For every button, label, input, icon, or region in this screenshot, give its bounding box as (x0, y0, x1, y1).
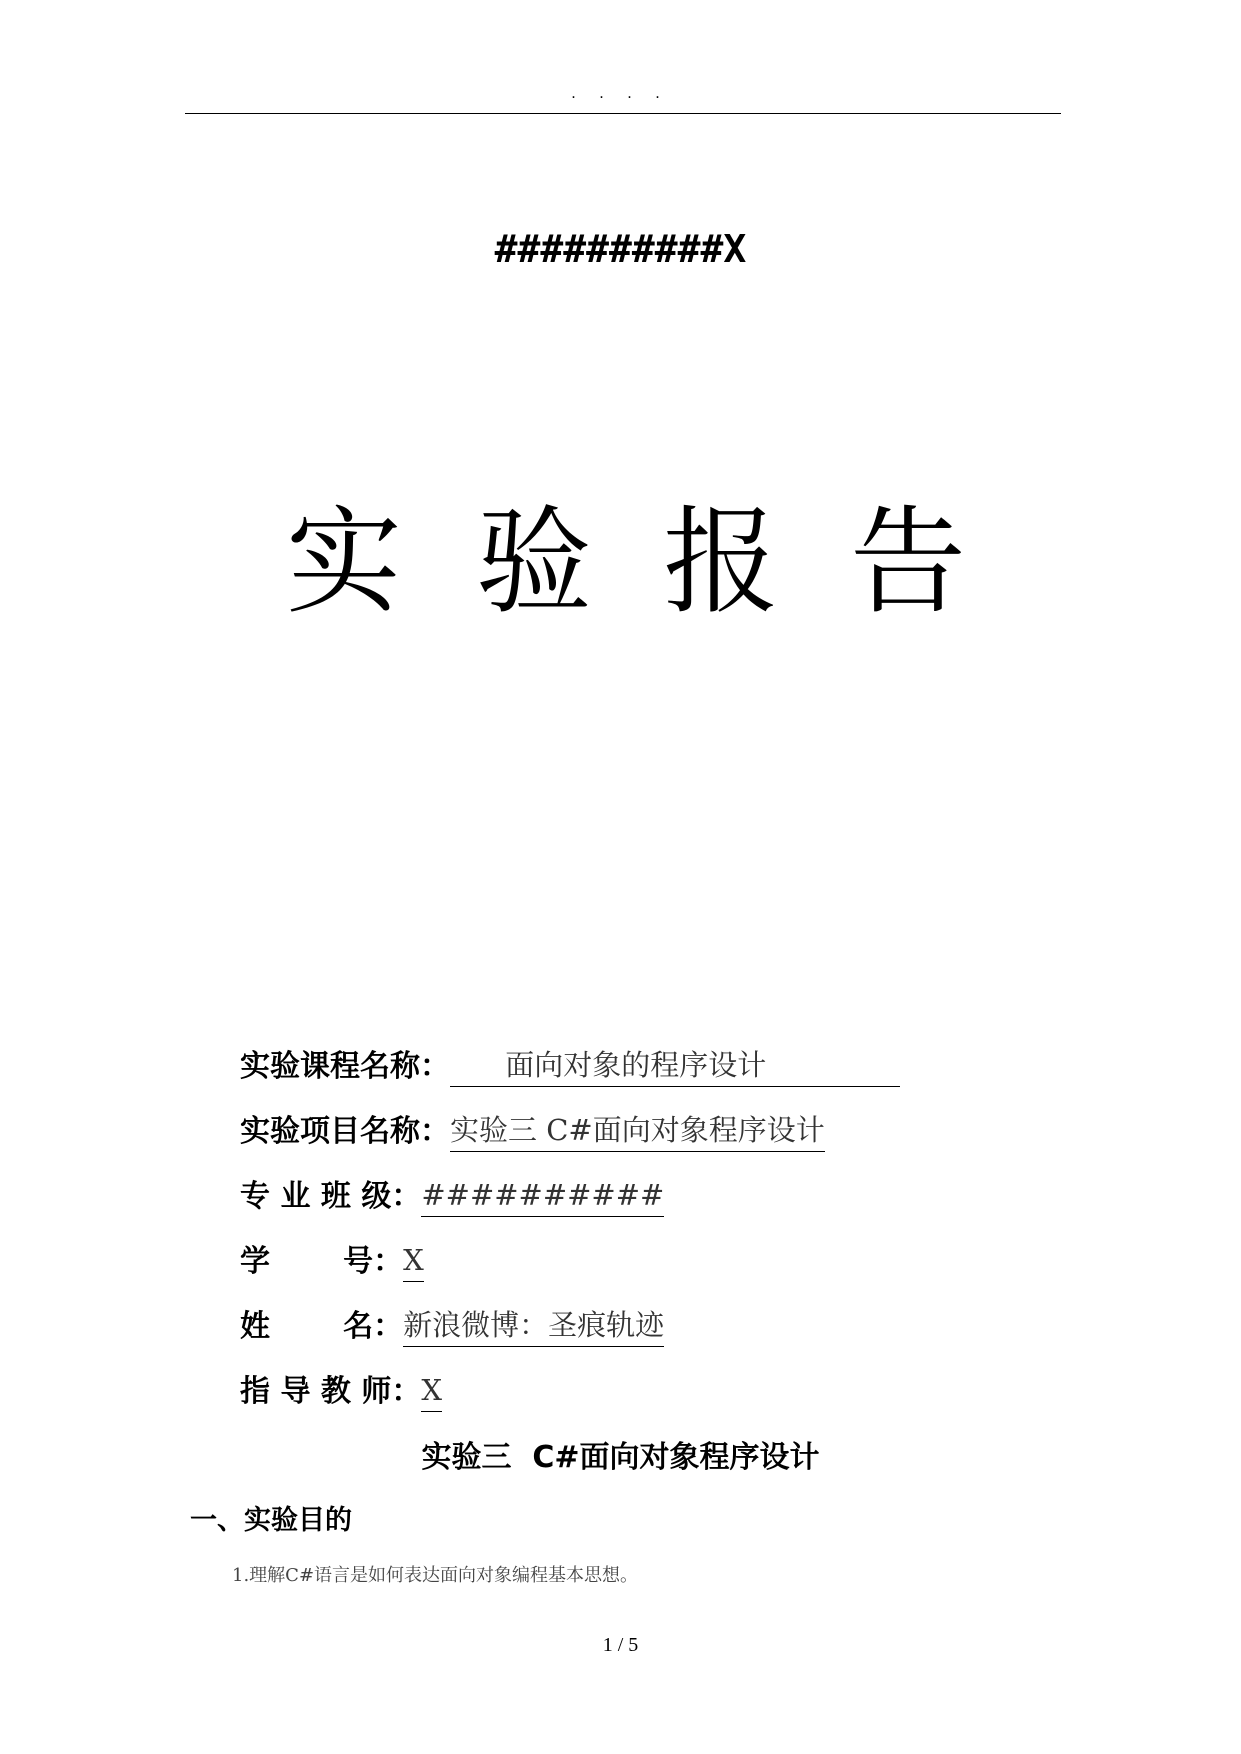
report-title-char-3: 报 (663, 495, 779, 630)
school-name: ##########X (494, 227, 747, 271)
info-row-project (240, 1108, 825, 1152)
body-line-1: 1.理解C#语言是如何表达面向对象编程基本思想。 (232, 1565, 639, 1586)
project-label: 实验项目名称： (240, 1114, 450, 1149)
header-rule (185, 113, 1061, 114)
info-row-name (240, 1303, 664, 1347)
info-row-major-class (240, 1173, 664, 1217)
major-class-value: ########## (421, 1175, 664, 1217)
student-id-label: 学 号： (240, 1244, 404, 1279)
instructor-value: X (421, 1370, 442, 1412)
name-label: 姓 名： (240, 1309, 404, 1344)
info-row-instructor (240, 1368, 442, 1412)
course-label: 实验课程名称： (240, 1049, 450, 1084)
major-class-label: 专 业 班 级： (240, 1179, 422, 1214)
subsection-heading: 一、实验目的 (190, 1505, 352, 1536)
page-number: 1 / 5 (602, 1634, 639, 1656)
section-heading: 实验三 C#面向对象程序设计 (421, 1440, 820, 1475)
project-value: 实验三 C#面向对象程序设计 (450, 1110, 825, 1152)
header-dots: . . . . (571, 85, 670, 102)
info-row-course (240, 1043, 900, 1087)
report-title-char-2: 验 (476, 495, 592, 630)
report-title-char-1: 实 (286, 495, 402, 630)
info-row-student-id (240, 1238, 424, 1282)
name-value: 新浪微博：圣痕轨迹 (403, 1305, 664, 1347)
student-id-value: X (403, 1240, 424, 1282)
report-title-char-4: 告 (850, 495, 966, 630)
course-value: 面向对象的程序设计 (450, 1045, 900, 1087)
instructor-label: 指 导 教 师： (240, 1374, 422, 1409)
